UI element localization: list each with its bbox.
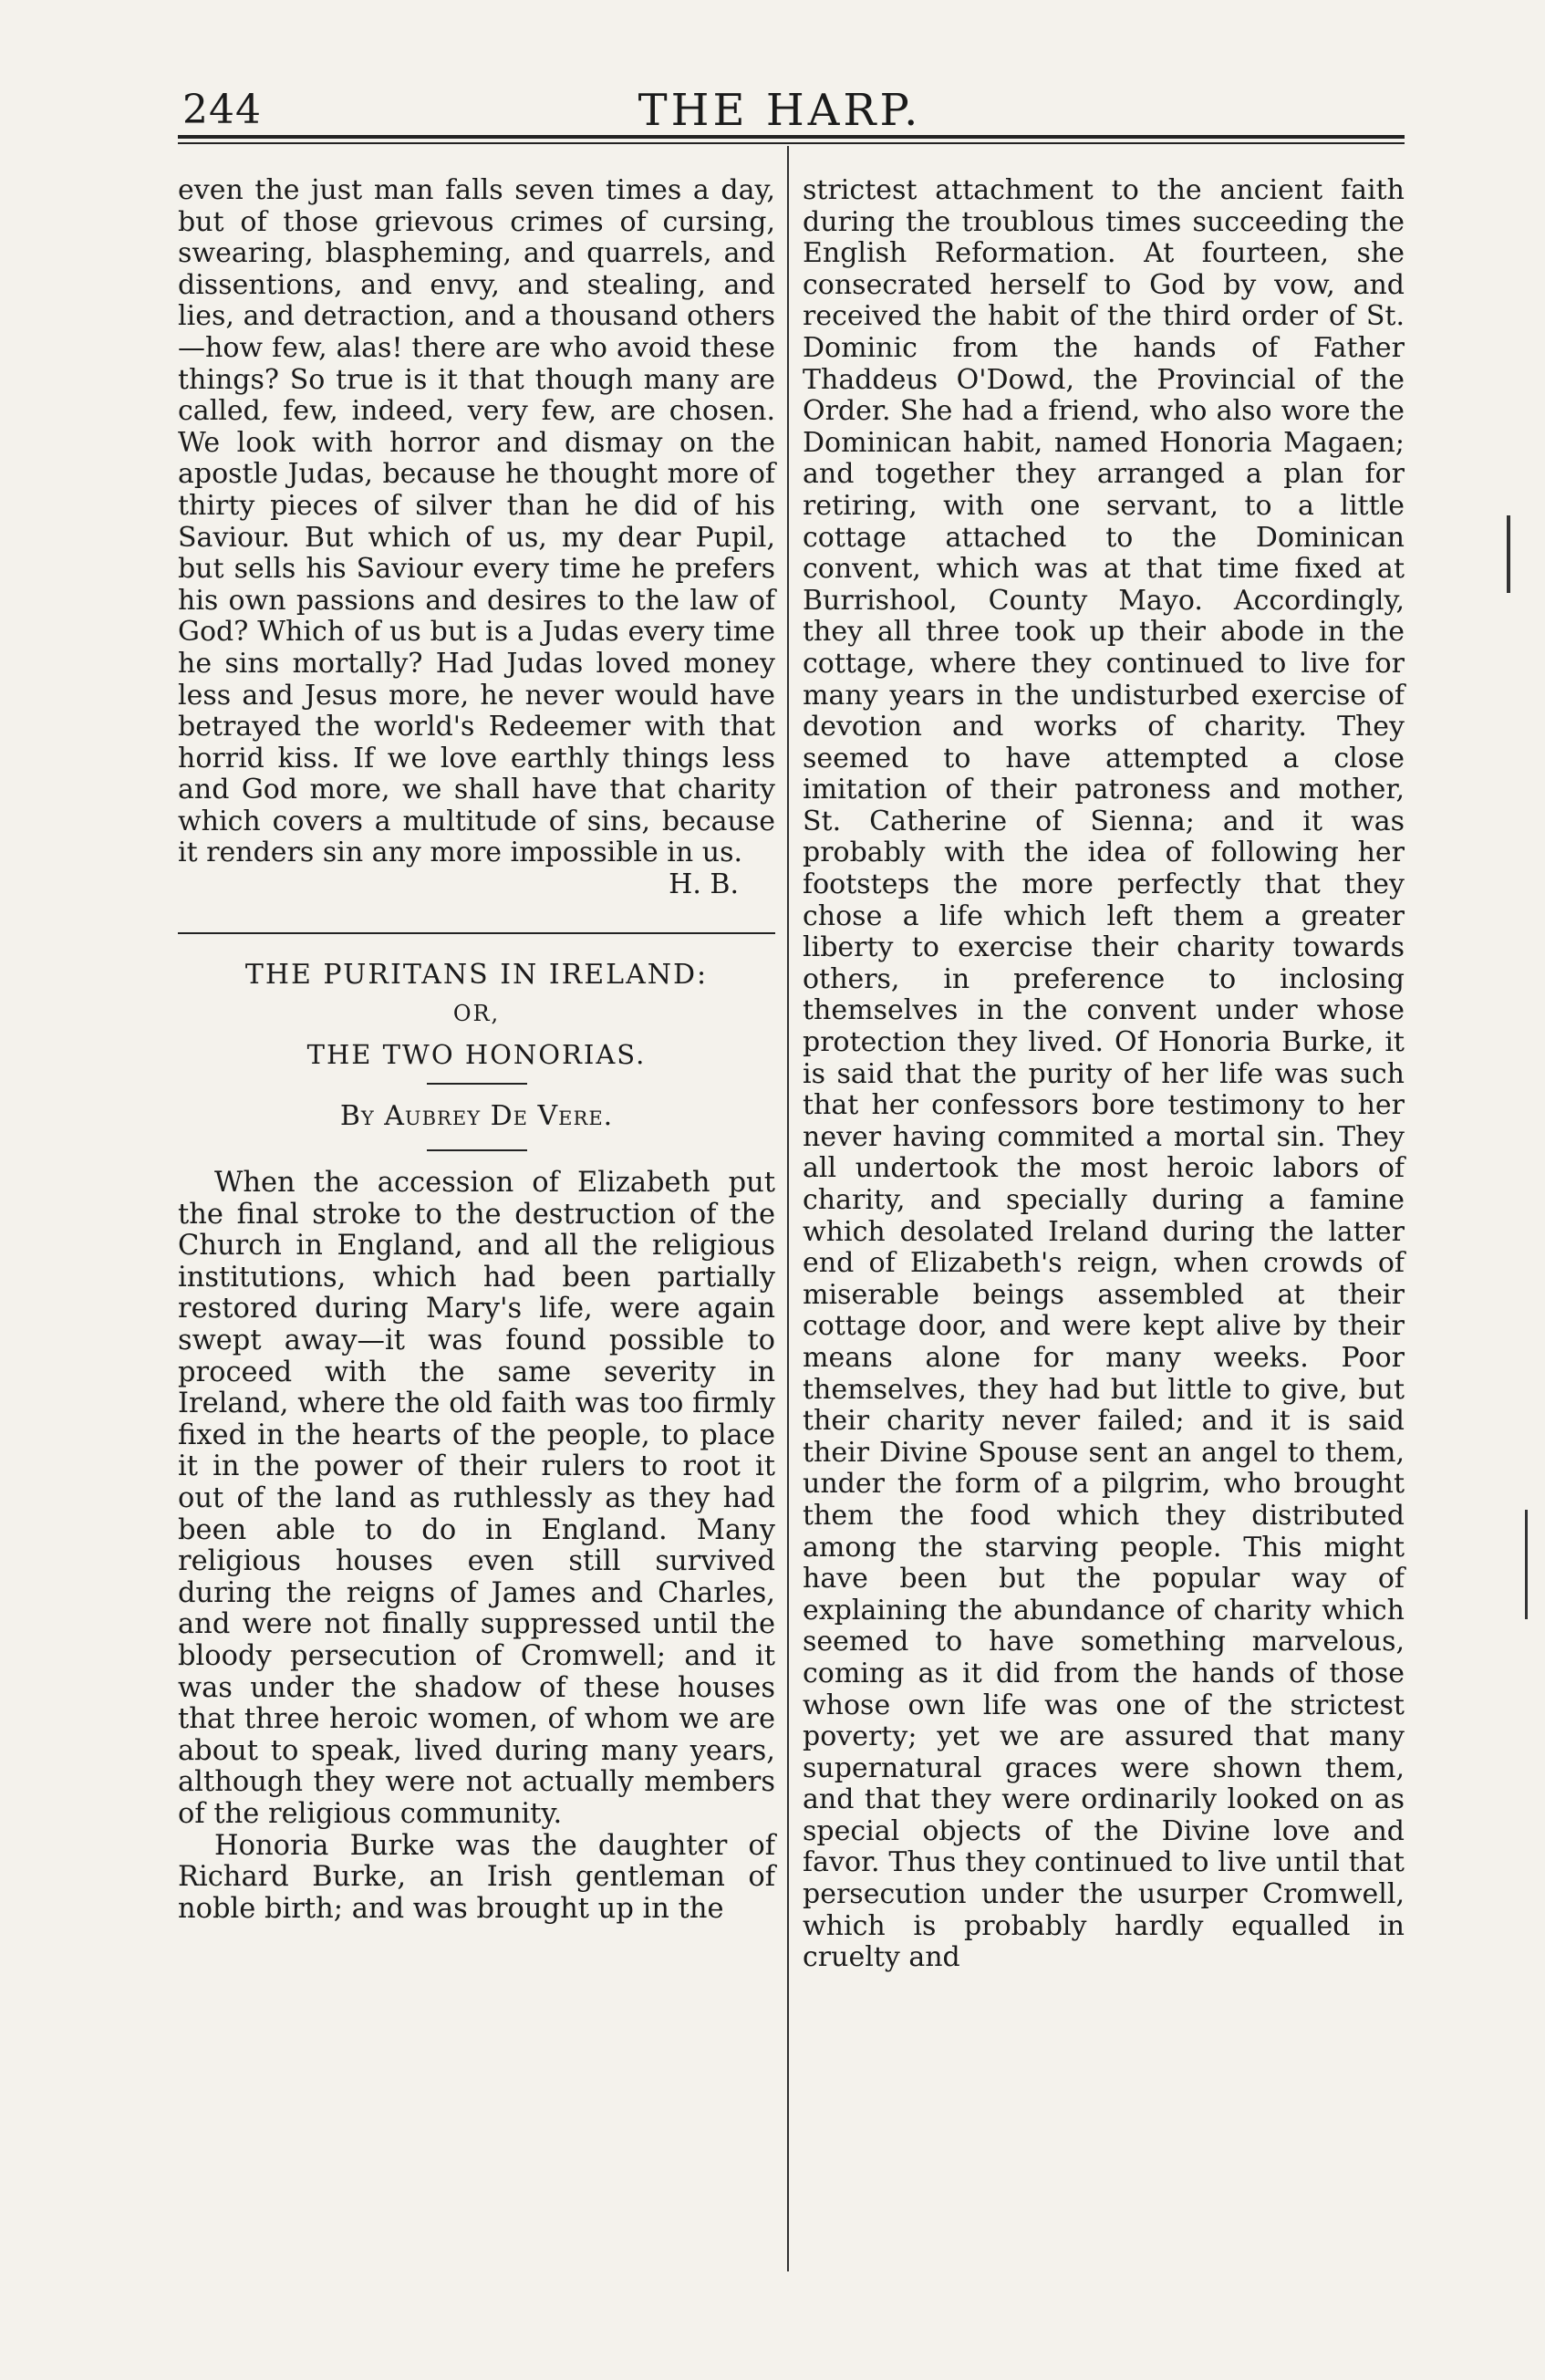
page-header [155,87,1405,141]
article-body [178,1168,775,1925]
byline: By Aubrey De Vere. [339,1100,614,1133]
column-divider [787,146,789,2271]
running-title: THE HARP. [638,85,922,136]
page-number: 244 [182,87,262,133]
title-rule [427,1083,527,1085]
right-paragraph: strictest attachment to the ancient faith during the troublous times succeeding the English Reformation. At fourteen, she consecrated herself to God by vow, and received the habit of the third order of St. Dominic from the hands of Father Thaddeus O'Dowd, the Provincial of the Order. She had a friend, who also wore the Dominican habit, named Honoria Magaen; and together they arranged a plan for retiring, with one servant, to a little cottage attached to the Dominican convent, which was at that time fixed at Burrishool, County Mayo. Accordingly, they all three took up their abode in the cottage, where they continued to live for many years in the undisturbed exercise of devotion and works of charity. They seemed to have attempted a close imitation of their patroness and mother, St. Catherine of Sienna; and it was probably with the idea of following her footsteps the more perfectly that they chose a life which left them a greater liberty to exercise their charity towards others, in preference to inclosing themselves in the convent under whose protection they lived. Of Honoria Burke, it is said that the purity of her life was such that her confessors bore testimony to her never having commited a mortal sin. They all undertook the most heroic labors of charity, and specially during a famine which desolated Ireland during the latter end of Elizabeth's reign, when crowds of miserable beings assembled at their cottage door, and were kept alive by their means alone for many weeks. Poor themselves, they had but little to give, but their charity never failed; and it is said their Divine Spouse sent an angel to them, under the form of a pilgrim, who brought them the food which they distributed among the starving people. This might have been but the popular way of explaining the abundance of charity which seemed to have something marvelous, coming as it did from the hands of those whose own life was one of the strictest poverty; yet we are assured that many supernatural graces were shown them, and that they were ordinarily looked on as special objects of the Divine love and favor. Thus they continued to live until that persecution under the usurper Cromwell, which is probably hardly equalled in cruelty and [803,174,1405,1974]
header-double-rule [178,135,1405,144]
margin-mark [1507,515,1510,593]
article-subtitle: THE TWO HONORIAS. [306,1038,647,1070]
body-paragraph: Honoria Burke was the daughter of Richard Burke, an Irish gentleman of noble birth; and was brought up in the [178,1829,775,1925]
right-column [803,175,1405,1974]
left-column [178,175,775,1925]
intro-paragraph: even the just man falls seven times a day, but of those grievous crimes of cursing, swearing, blaspheming, and quarrels, and dissentions, and envy, and stealing, and lies, and detraction, and a thousand others—how few, alas! there are who avoid these things? So true is it that though many are called, few, indeed, very few, are chosen. We look with horror and dismay on the apostle Judas, because he thought more of thirty pieces of silver than he did of his Saviour. But which of us, my dear Pupil, but sells his Saviour every time he prefers his own passions and desires to the law of God? Which of us but is a Judas every time he sins mortally? Had Judas loved money less and Jesus more, he never would have betrayed the world's Redeemer with that horrid kiss. If we love earthly things less and God more, we shall have that charity which covers a multitude of sins, because it renders sin any more impossible in us. [178,174,775,869]
article-or: OR, [452,1001,501,1027]
body-paragraph: When the accession of Elizabeth put the final stroke to the destruction of the Church in England, and all the religious institutions, which had been partially restored during Mary's life, were again swept away—it was found possible to proceed with the same severity in Ireland, where the old faith was too firmly fixed in the hearts of the people, to place it in the power of their rulers to root it out of the land as ruthlessly as they had been able to do in England. Many religious houses even still survived during the reigns of James and Charles, and were not finally suppressed until the bloody persecution of Cromwell; and it was under the shadow of these houses that three heroic women, of whom we are about to speak, lived during many years, although they were not actually members of the religious community. [178,1167,775,1830]
signoff: H. B. [669,868,739,901]
margin-mark [1525,1510,1528,1619]
section-rule [178,932,775,934]
article-title: THE PURITANS IN IRELAND: [244,958,709,991]
byline-rule [427,1149,527,1151]
